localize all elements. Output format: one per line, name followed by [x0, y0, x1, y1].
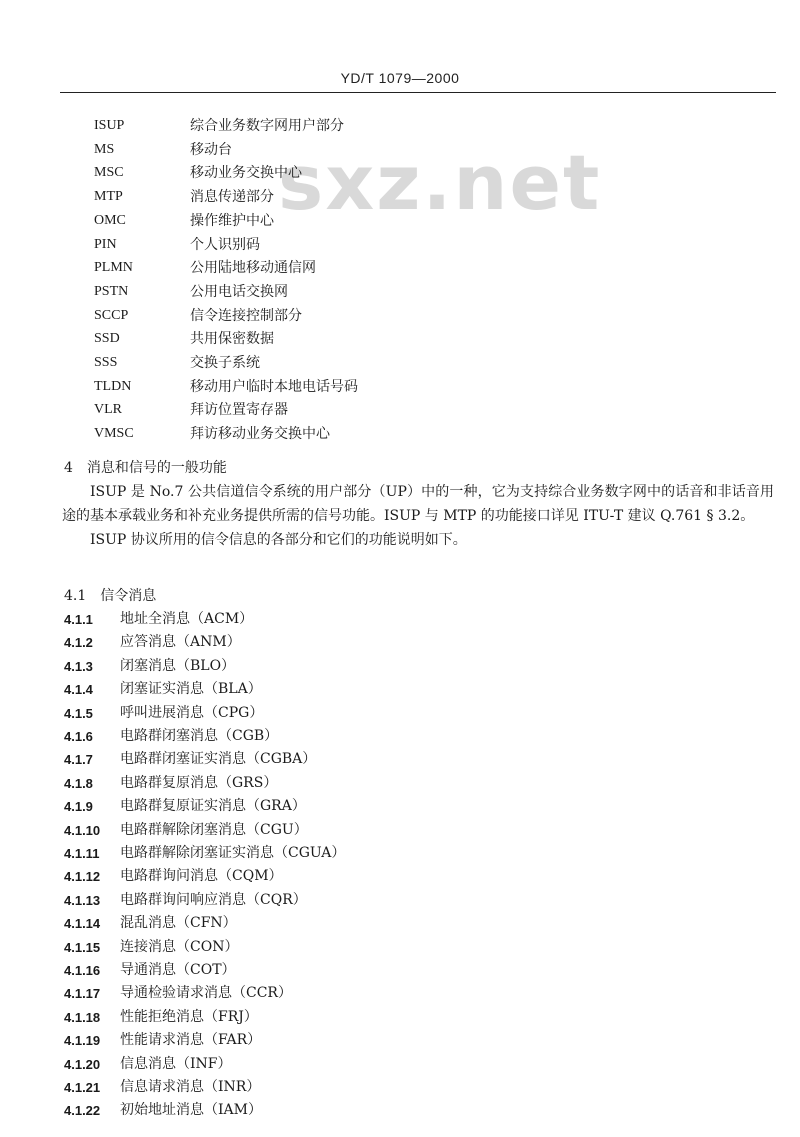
message-name: 性能拒绝消息（FRJ） — [120, 1008, 258, 1025]
message-row — [0, 865, 800, 888]
abbreviation-code: MS — [94, 141, 115, 157]
message-row — [0, 795, 800, 818]
abbreviation-code: MTP — [94, 189, 123, 205]
abbreviation-description: 移动用户临时本地电话号码 — [190, 378, 358, 395]
abbreviation-row — [0, 256, 800, 280]
abbreviation-row — [0, 233, 800, 257]
message-number: 4.1.11 — [64, 846, 100, 861]
abbreviation-row — [0, 422, 800, 446]
message-row — [0, 982, 800, 1005]
message-number: 4.1.3 — [64, 658, 93, 674]
message-name: 电路群闭塞证实消息（CGBA） — [120, 751, 317, 768]
message-name: 应答消息（ANM） — [120, 634, 241, 651]
abbreviation-description: 个人识别码 — [190, 236, 260, 253]
abbreviation-code: MSC — [94, 165, 124, 181]
message-row — [0, 936, 800, 959]
abbreviation-code: OMC — [94, 212, 126, 228]
abbreviation-description: 共用保密数据 — [190, 331, 274, 348]
abbreviation-code: PIN — [94, 236, 117, 252]
abbreviation-description: 消息传递部分 — [190, 189, 274, 206]
message-number: 4.1.5 — [64, 705, 93, 721]
abbreviation-row — [0, 375, 800, 399]
abbreviation-code: SCCP — [94, 307, 129, 323]
message-row — [0, 1029, 800, 1052]
message-name: 导通消息（COT） — [120, 962, 236, 978]
abbreviation-code: TLDN — [94, 378, 132, 394]
document-header-code: YD/T 1079—2000 — [340, 70, 460, 86]
message-number: 4.1.22 — [64, 1103, 101, 1119]
message-name: 电路群询问响应消息（CQR） — [120, 891, 307, 908]
message-name: 初始地址消息（IAM） — [120, 1102, 262, 1119]
abbreviation-row — [0, 185, 800, 209]
abbreviation-description: 移动台 — [190, 141, 232, 158]
message-row — [0, 842, 800, 865]
abbreviation-description: 移动业务交换中心 — [190, 165, 302, 182]
message-name: 电路群闭塞消息（CGB） — [120, 728, 279, 744]
abbreviation-description: 公用陆地移动通信网 — [190, 260, 316, 277]
message-number: 4.1.16 — [64, 963, 101, 978]
message-number: 4.1.1 — [64, 612, 93, 627]
abbreviation-row — [0, 280, 800, 304]
message-row — [0, 819, 800, 842]
message-name: 连接消息（CON） — [120, 938, 239, 955]
abbreviation-code: VMSC — [94, 426, 134, 442]
message-number: 4.1.15 — [64, 939, 101, 955]
abbreviation-code: VLR — [94, 402, 122, 418]
abbreviation-description: 操作维护中心 — [190, 212, 274, 229]
message-name: 性能请求消息（FAR） — [120, 1032, 262, 1049]
message-row — [0, 655, 800, 678]
message-number: 4.1.2 — [64, 635, 93, 651]
message-row — [0, 912, 800, 935]
abbreviation-row — [0, 138, 800, 162]
message-name: 闭塞消息（BLO） — [120, 657, 236, 674]
message-row — [0, 1076, 800, 1099]
message-number: 4.1.19 — [64, 1033, 101, 1049]
message-name: 导通检验请求消息（CCR） — [120, 985, 292, 1002]
message-row — [0, 1006, 800, 1029]
message-number: 4.1.7 — [64, 752, 93, 768]
message-row — [0, 1099, 800, 1122]
abbreviation-code: ISUP — [94, 118, 125, 133]
section-4-paragraph-1: ISUP 是 No.7 公共信道信令系统的用户部分（UP）中的一种，它为支持综合业务数字网中的话音和非话音用途的基本承载业务和补充业务提供所需的信号功能。ISUP 与 MTP 的功能接口详见 ITU-T 建议 Q.761 § 3.2。 — [62, 484, 774, 524]
message-number: 4.1.17 — [64, 986, 101, 1002]
section-4-title: 4 消息和信号的一般功能 — [64, 460, 227, 476]
message-name: 地址全消息（ACM） — [120, 611, 254, 627]
subsection-4-1-title: 4.1 信令消息 — [64, 588, 157, 604]
abbreviation-description: 拜访移动业务交换中心 — [190, 426, 330, 443]
abbreviation-row — [0, 327, 800, 351]
message-name: 电路群解除闭塞消息（CGU） — [120, 821, 308, 838]
message-row — [0, 748, 800, 771]
message-number: 4.1.21 — [64, 1080, 101, 1095]
abbreviation-row — [0, 398, 800, 422]
message-number: 4.1.13 — [64, 892, 101, 908]
message-name: 信息消息（INF） — [120, 1055, 232, 1072]
watermark: sxz.net — [278, 138, 602, 227]
message-row — [0, 702, 800, 725]
message-name: 闭塞证实消息（BLA） — [120, 681, 262, 698]
message-name: 混乱消息（CFN） — [120, 915, 237, 932]
message-name: 电路群解除闭塞证实消息（CGUA） — [120, 845, 346, 861]
message-number: 4.1.20 — [64, 1056, 101, 1072]
abbreviation-code: SSS — [94, 355, 118, 370]
abbreviation-row — [0, 209, 800, 233]
abbreviation-description: 信令连接控制部分 — [190, 307, 302, 324]
section-4-body — [62, 480, 774, 552]
message-name: 电路群询问消息（CQM） — [120, 868, 283, 885]
abbreviation-row — [0, 304, 800, 328]
message-number: 4.1.6 — [64, 729, 93, 744]
message-number: 4.1.9 — [64, 799, 93, 815]
message-number: 4.1.14 — [64, 916, 101, 932]
message-row — [0, 678, 800, 701]
message-number: 4.1.10 — [64, 822, 101, 838]
message-number: 4.1.12 — [64, 869, 101, 885]
message-number: 4.1.18 — [64, 1009, 101, 1025]
abbreviation-row — [0, 114, 800, 138]
message-row — [0, 772, 800, 795]
section-4-paragraph-2: ISUP 协议所用的信令信息的各部分和它们的功能说明如下。 — [90, 532, 467, 548]
message-row — [0, 608, 800, 631]
header-rule — [60, 92, 776, 93]
abbreviation-description: 公用电话交换网 — [190, 283, 288, 300]
message-number: 4.1.4 — [64, 682, 93, 698]
message-row — [0, 889, 800, 912]
message-name: 电路群复原证实消息（GRA） — [120, 798, 306, 815]
message-row — [0, 1053, 800, 1076]
message-row — [0, 959, 800, 982]
message-name: 信息请求消息（INR） — [120, 1079, 261, 1095]
abbreviation-row — [0, 161, 800, 185]
message-number: 4.1.8 — [64, 775, 93, 791]
message-name: 电路群复原消息（GRS） — [120, 774, 278, 791]
abbreviation-code: PSTN — [94, 283, 129, 299]
abbreviation-description: 综合业务数字网用户部分 — [190, 118, 344, 134]
abbreviation-description: 拜访位置寄存器 — [190, 402, 288, 419]
abbreviation-code: PLMN — [94, 260, 133, 276]
message-row — [0, 631, 800, 654]
message-row — [0, 725, 800, 748]
abbreviation-code: SSD — [94, 331, 120, 347]
abbreviation-row — [0, 351, 800, 375]
message-name: 呼叫进展消息（CPG） — [120, 704, 264, 721]
abbreviation-description: 交换子系统 — [190, 355, 260, 371]
